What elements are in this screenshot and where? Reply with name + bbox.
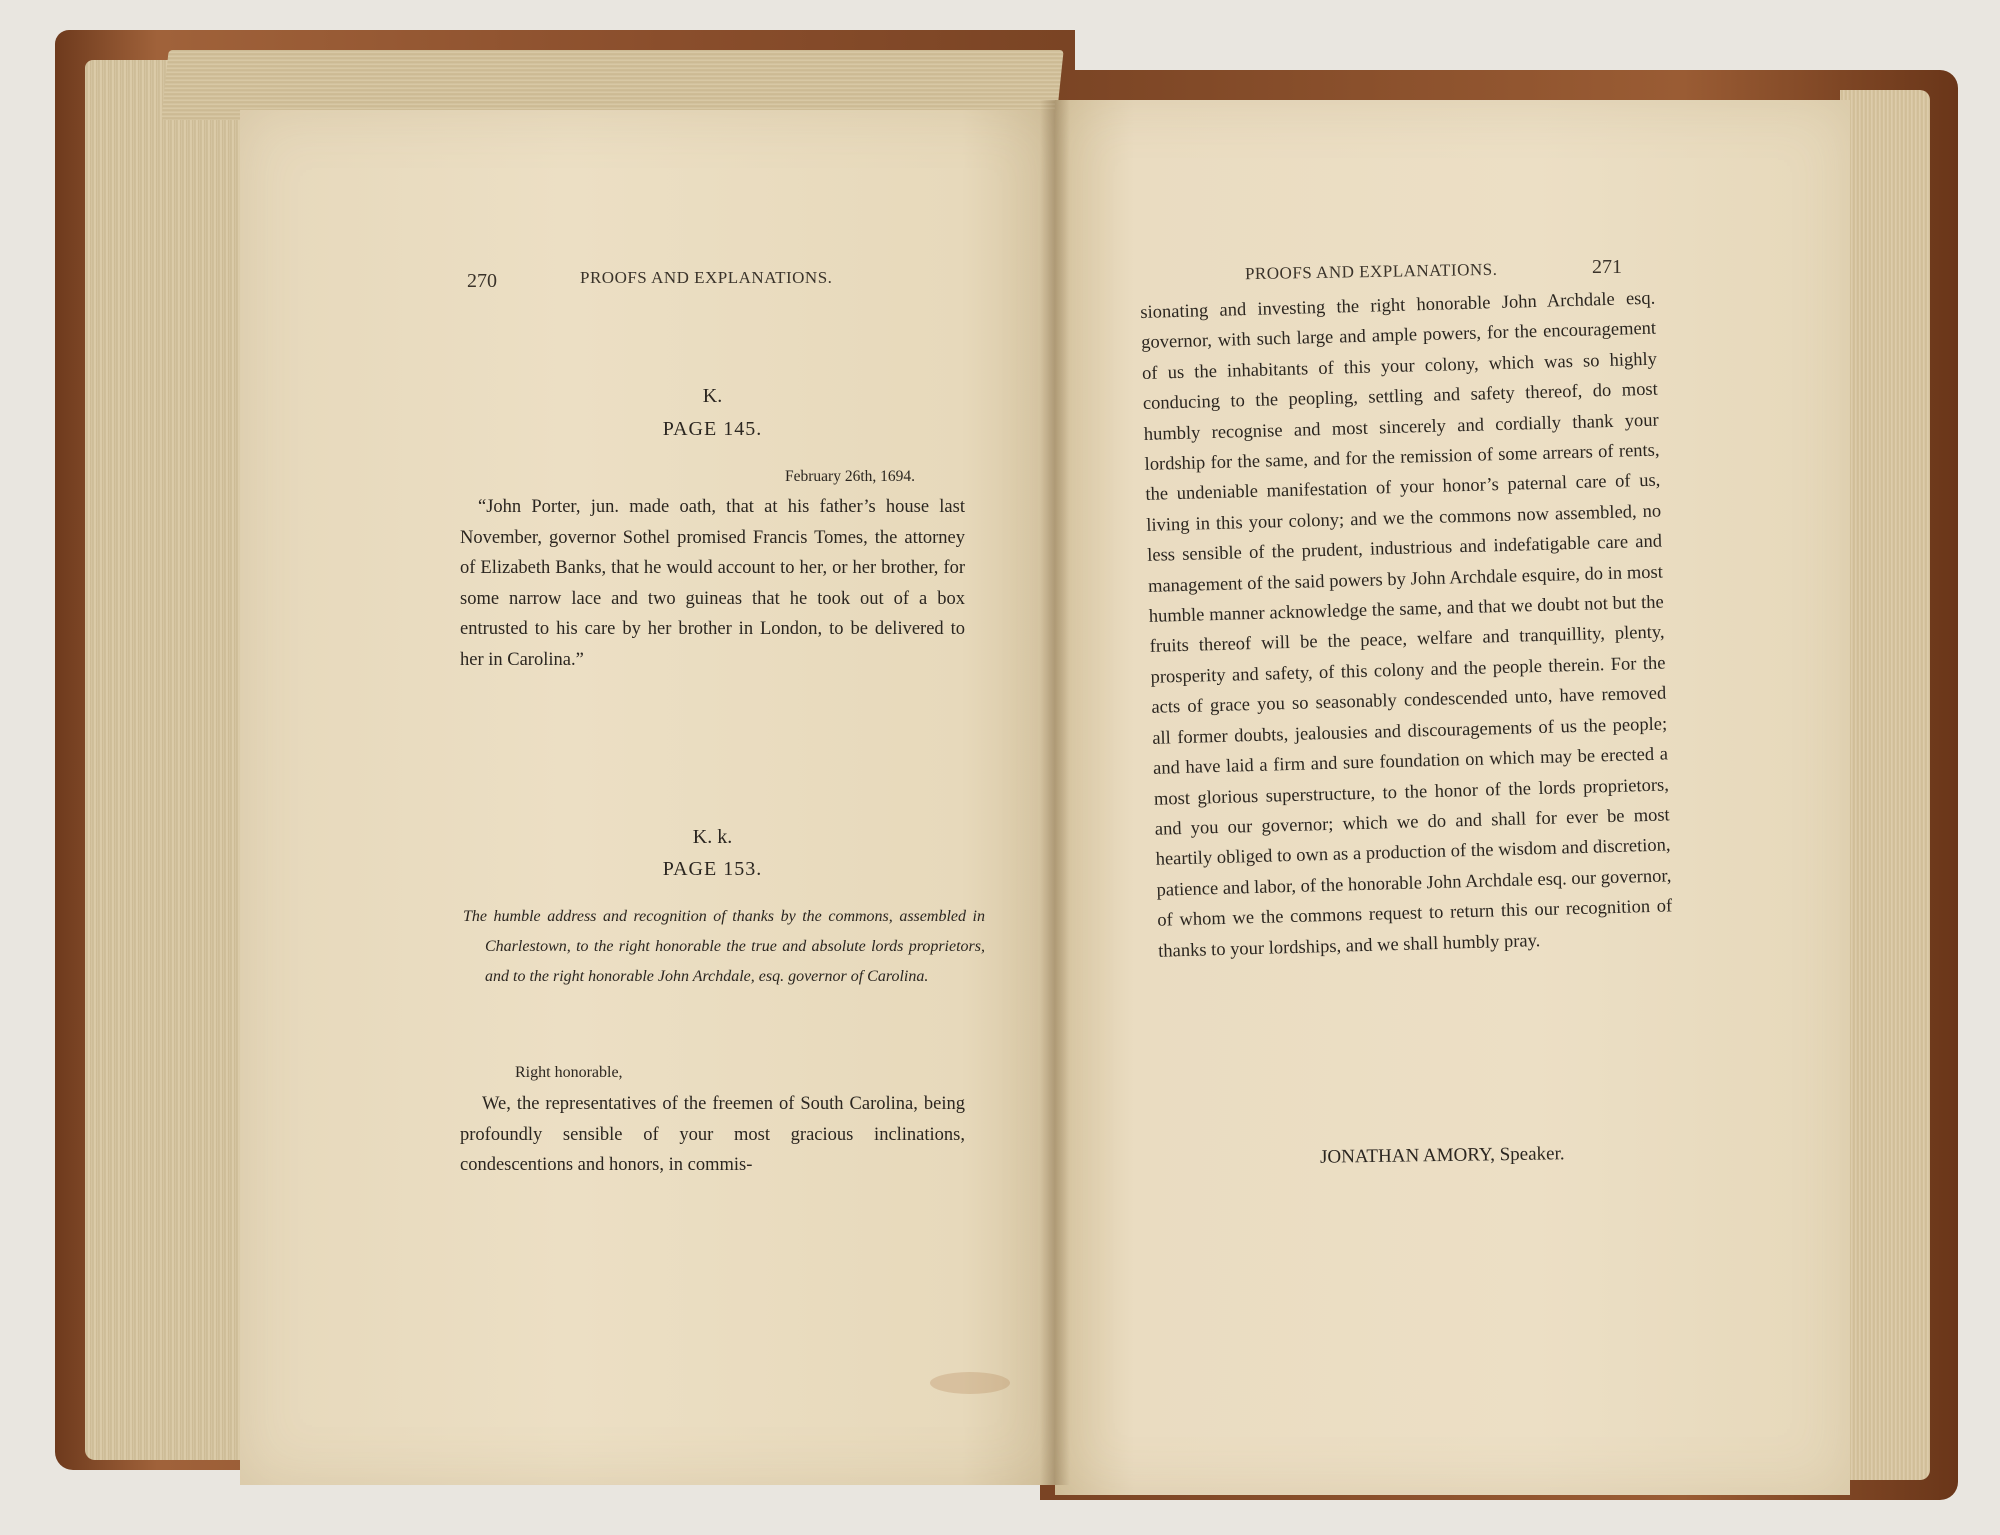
address-opening-paragraph: We, the representatives of the freemen of South Carolina, being profoundly sensible of your most gracious inclinations, condescentions and honors, in commis- [460, 1094, 965, 1175]
section-k-date: February 26th, 1694. [785, 468, 916, 485]
book-gutter [1040, 100, 1070, 1485]
right-running-head: PROOFS AND EXPLANATIONS. [1244, 259, 1498, 284]
left-running-head: PROOFS AND EXPLANATIONS. [580, 268, 833, 287]
address-heading: The humble address and recognition of thanks by the commons, assembled in Charlestown, to the right honorable the true and absolute lords proprietors, and to the right honorable John Archdale, esq. governor of Carolina. [463, 908, 985, 985]
section-kk-page-ref: PAGE 153. [662, 858, 763, 880]
right-page-edges [1840, 90, 1930, 1480]
left-page-edges [85, 60, 265, 1460]
section-k-paragraph: “John Porter, jun. made oath, that at his father’s house last November, governor Sothel promised Francis Tomes, the attorney of Elizabeth Banks, that he would account to her, or her brother, for some narrow lace and two guineas that he took out of a box entrusted to his care by her brother in London, to be delivered to her in Carolina.” [460, 497, 965, 670]
page-stain [930, 1372, 1010, 1394]
section-k-page-ref: PAGE 145. [662, 418, 763, 440]
salutation: Right honorable, [515, 1064, 623, 1081]
left-page-number: 270 [467, 270, 497, 292]
right-page-number: 271 [1592, 256, 1622, 278]
section-kk-letter: K. k. [692, 826, 733, 848]
section-k-letter: K. [702, 385, 723, 407]
speaker-signature: JONATHAN AMORY, Speaker. [1319, 1143, 1565, 1168]
address-continuation-paragraph: sionating and investing the right honorable John Archdale esq. governor, with such large and ample powers, for the encouragement of us the inhabitants of this your colony, which was so highly conducing to the peopling, settling and safety thereof, do most humbly recognise and most sincerely and cordially thank your lordship for the same, and for the remission of some arrears of rents, the undeniable manifestation of your honor’s paternal care of us, living in this your colony; and we the commons now assembled, no less sensible of the prudent, industrious and indefatigable care and management of the said powers by John Archdale esquire, do in most humble manner acknowledge the same, and that we doubt not but the fruits thereof will be the peace, welfare and tranquillity, plenty, prosperity and safety, of this colony and the people therein. For the acts of grace you so seasonably condescended unto, have removed all former doubts, jealousies and discouragements of us the people; and have laid a firm and sure foundation on which may be erected a most glorious superstructure, to the honor of the lords proprietors, and you our governor; which we do and shall for ever be most heartily obliged to own as a production of the wisdom and discretion, patience and labor, of the honorable John Archdale esq. our governor, of whom we the commons request to return this our recognition of thanks to your lordships, and we shall humbly pray. [1140, 288, 1673, 962]
left-page [240, 110, 1060, 1485]
